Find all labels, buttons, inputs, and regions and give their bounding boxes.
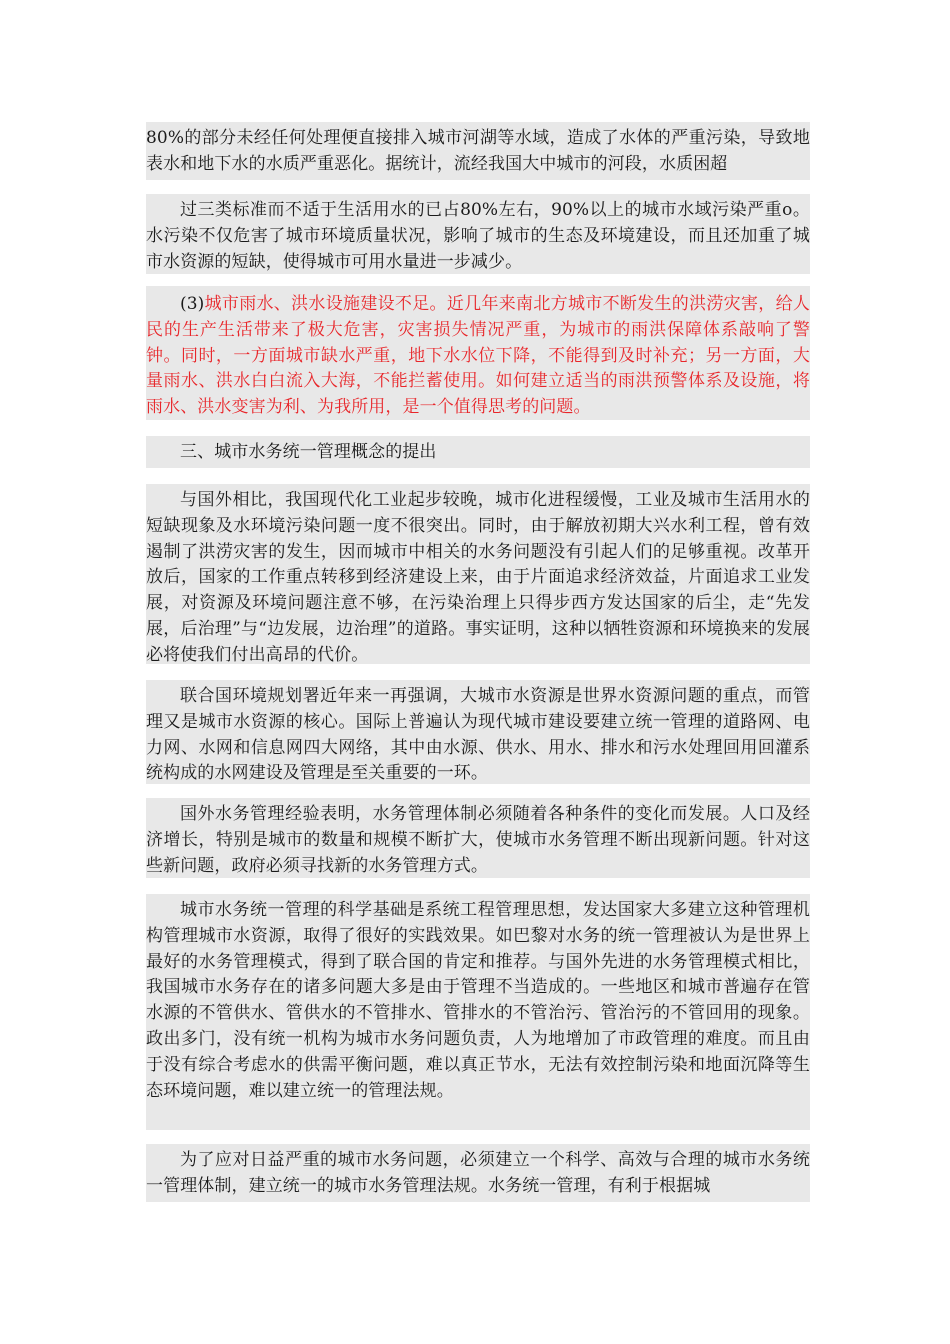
body-paragraph: 与国外相比，我国现代化工业起步较晚，城市化进程缓慢，工业及城市生活用水的短缺现象及水环境污染问题一度不很突出。同时，由于解放初期大兴水利工程，曾有效遏制了洪涝灾害的发生，因而城市中相关的水务问题没有引起人们的足够重视。改革开放后，国家的工作重点转移到经济建设上来，由于片面追求经济效益，片面追求工业发展，对资源及环境问题注意不够，在污染治理上只得步西方发达国家的后尘，走“先发展，后治理”与“边发展，边治理”的道路。事实证明，这种以牺牲资源和环境换来的发展必将使我们付出高昂的代价。 <box>146 490 810 665</box>
highlighted-text: 城市雨水、洪水设施建设不足。近几年来南北方城市不断发生的洪涝灾害，给人民的生产生活带来了极大危害，灾害损失情况严重，为城市的雨洪保障体系敲响了警钟。同时，一方面城市缺水严重，地下水水位下降，不能得到及时补充；另一方面，大量雨水、洪水白白流入大海，不能拦蓄使用。如何建立适当的雨洪预警体系及设施，将雨水、洪水变害为利、为我所用，是一个值得思考的问题。 <box>146 294 810 418</box>
body-paragraph: 国外水务管理经验表明，水务管理体制必须随着各种条件的变化而发展。人口及经济增长，特别是城市的数量和规模不断扩大，使城市水务管理不断出现新问题。针对这些新问题，政府必须寻找新的水务管理方式。 <box>146 804 810 876</box>
body-paragraph: 过三类标准而不适于生活用水的已占80%左右，90%以上的城市水域污染严重o。水污染不仅危害了城市环境质量状况，影响了城市的生态及环境建设，而且还加重了城市水资源的短缺，使得城市可用水量进一步减少。 <box>146 200 810 272</box>
section-heading: 三、城市水务统一管理概念的提出 <box>180 442 437 462</box>
body-paragraph: 联合国环境规划署近年来一再强调，大城市水资源是世界水资源问题的重点，而管理又是城市水资源的核心。国际上普遍认为现代城市建设要建立统一管理的道路网、电力网、水网和信息网四大网络，其中由水源、供水、用水、排水和污水处理回用回灌系统构成的水网建设及管理是至关重要的一环。 <box>146 686 810 784</box>
list-number: (3) <box>180 294 205 314</box>
body-paragraph: 80%的部分未经任何处理便直接排入城市河湖等水域，造成了水体的严重污染，导致地表水和地下水的水质严重恶化。据统计，流经我国大中城市的河段，水质困超 <box>146 128 810 174</box>
body-paragraph: 为了应对日益严重的城市水务问题，必须建立一个科学、高效与合理的城市水务统一管理体制，建立统一的城市水务管理法规。水务统一管理，有利于根据城 <box>146 1150 810 1196</box>
highlighted-paragraph <box>146 292 810 421</box>
body-paragraph: 城市水务统一管理的科学基础是系统工程管理思想，发达国家大多建立这种管理机构管理城市水资源，取得了很好的实践效果。如巴黎对水务的统一管理被认为是世界上最好的水务管理模式，得到了联合国的肯定和推荐。与国外先进的水务管理模式相比，我国城市水务存在的诸多问题大多是由于管理不当造成的。一些地区和城市普遍存在管水源的不管供水、管供水的不管排水、管排水的不管治污、管治污的不管回用的现象。政出多门，没有统一机构为城市水务问题负责，人为地增加了市政管理的难度。而且由于没有综合考虑水的供需平衡问题，难以真正节水，无法有效控制污染和地面沉降等生态环境问题，难以建立统一的管理法规。 <box>146 900 810 1101</box>
